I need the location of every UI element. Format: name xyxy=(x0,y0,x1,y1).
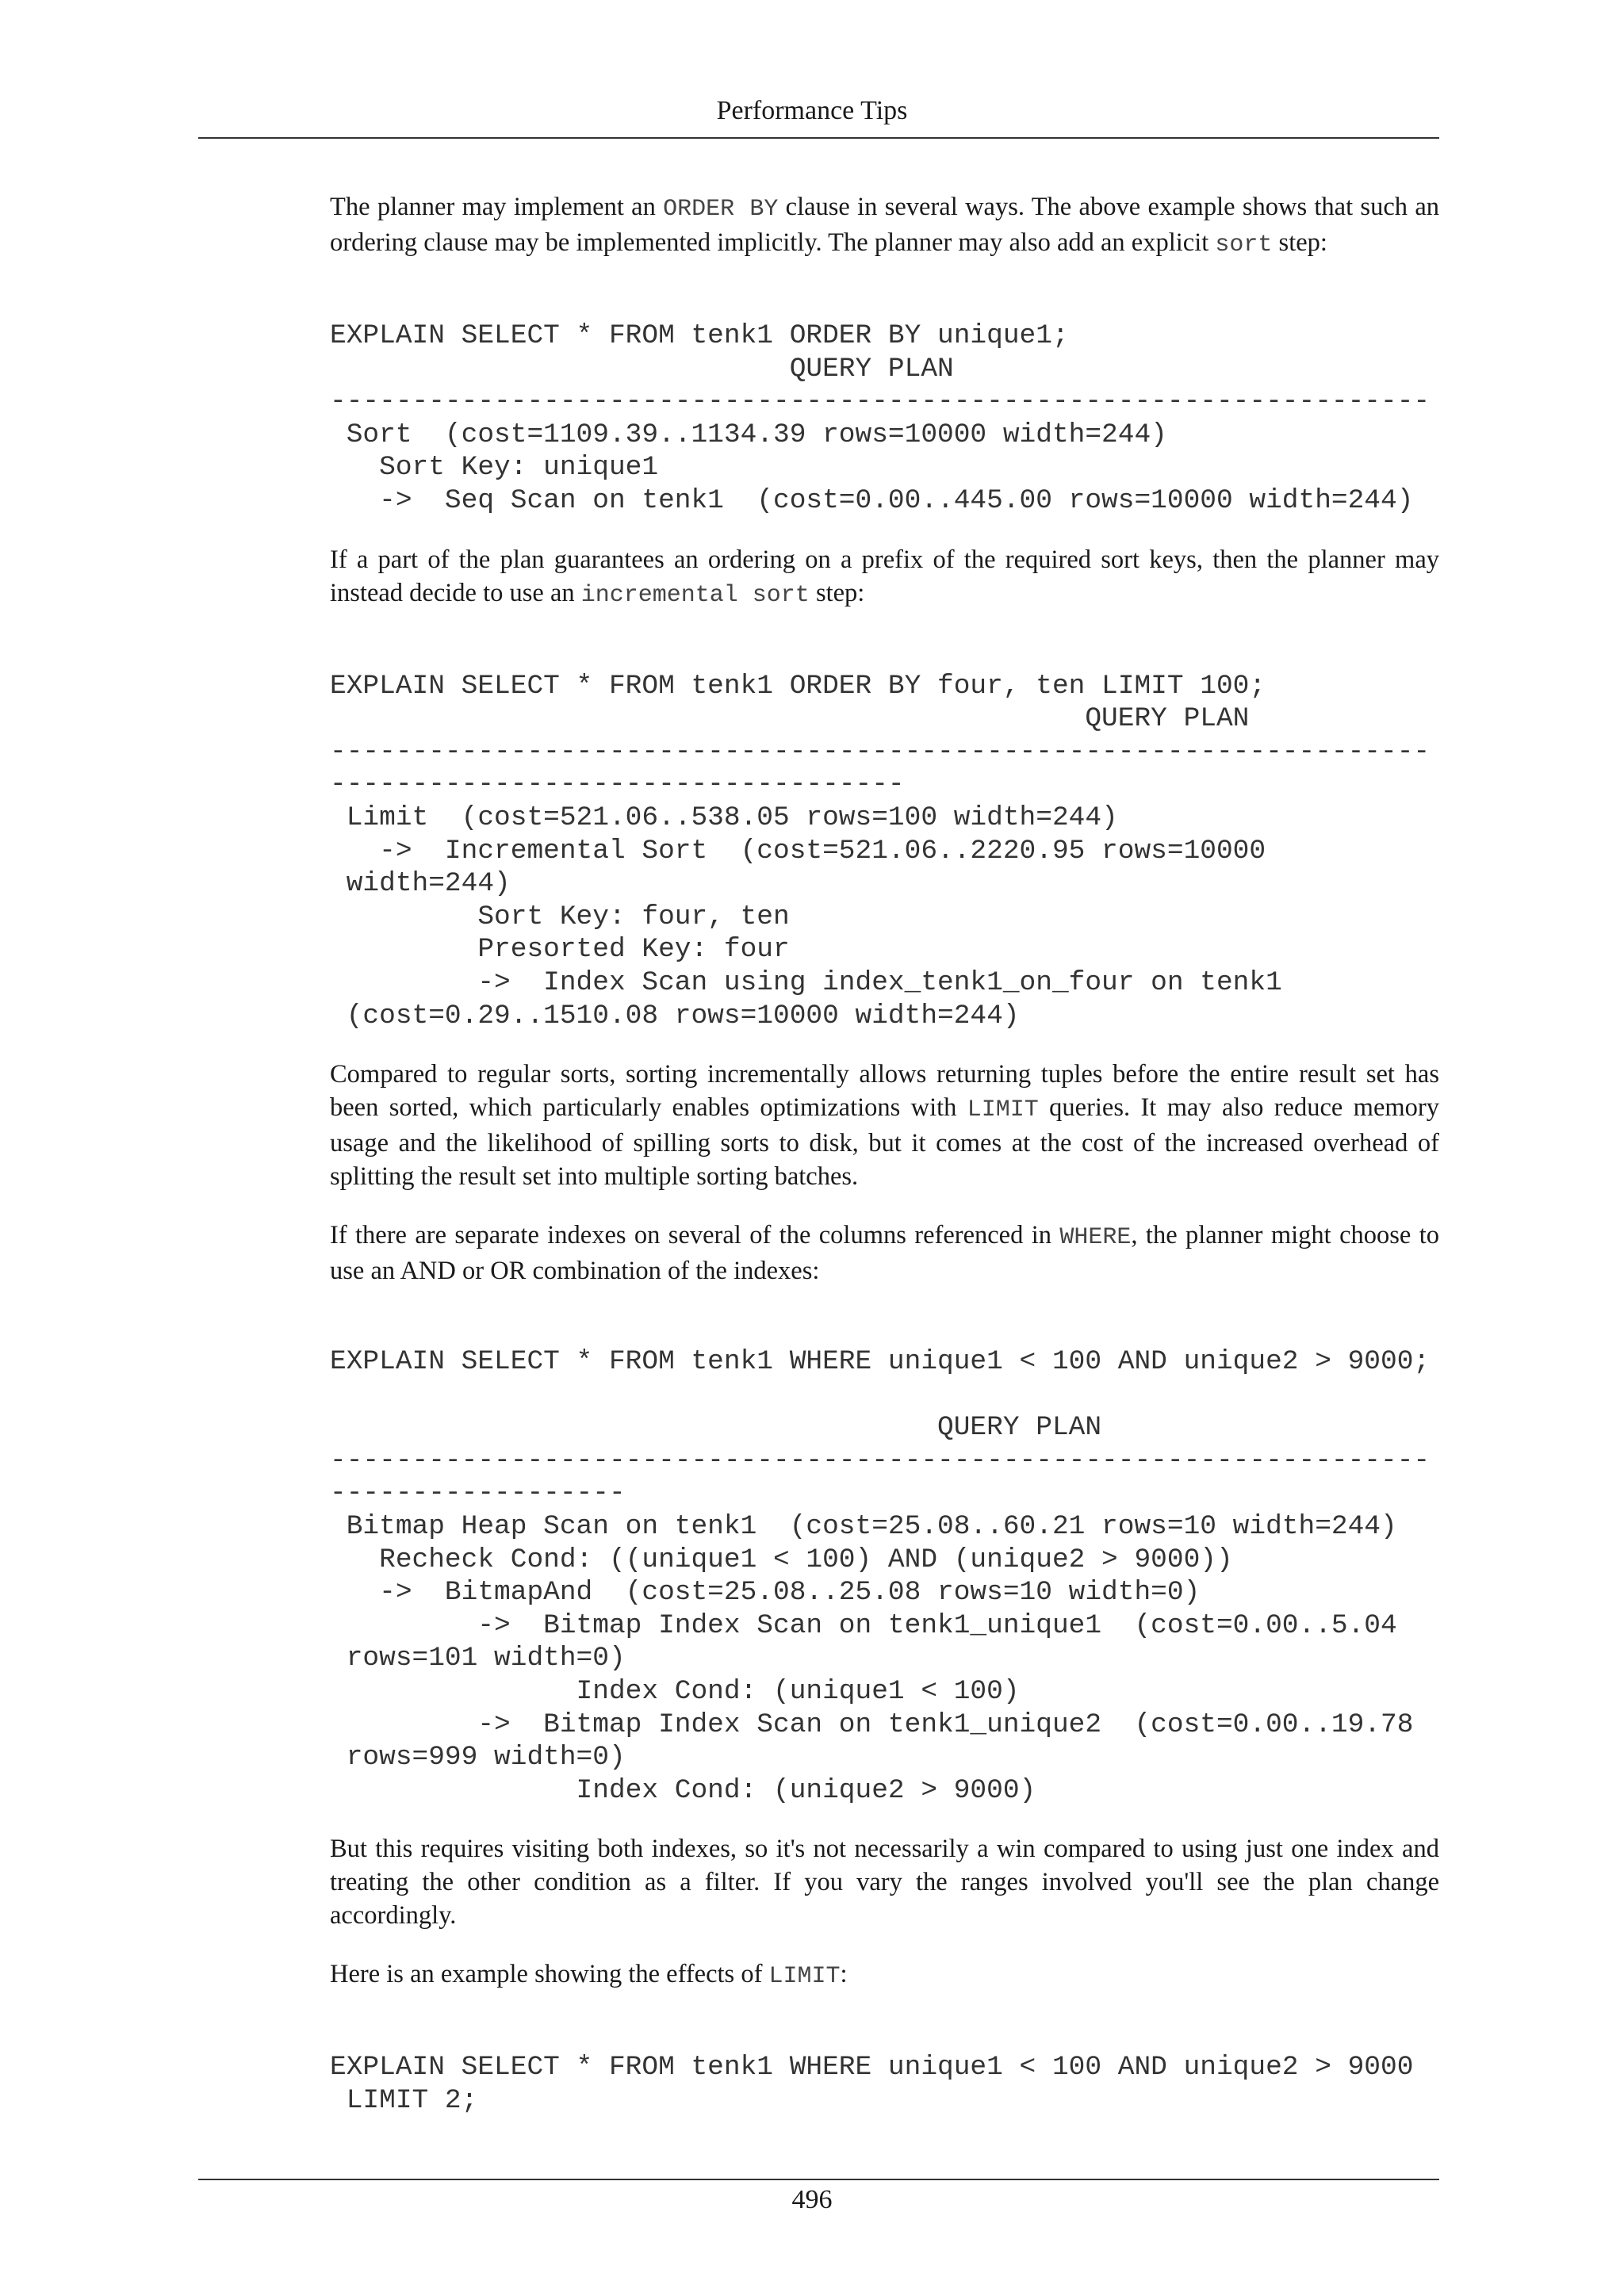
code-line: Index Cond: (unique1 < 100) xyxy=(330,1676,1020,1708)
code-line: -> Bitmap Index Scan on tenk1_unique1 (cost=0.00..5.04 xyxy=(330,1609,1397,1641)
code-line: -> Index Scan using index_tenk1_on_four on tenk1 xyxy=(330,966,1282,998)
code-block-sort xyxy=(330,320,1439,518)
code-line: ------------------------------------------------------------------- xyxy=(330,736,1431,767)
paragraph-separate-indexes: If there are separate indexes on several of the columns referenced in WHERE, the planner might choose to use an AND or OR combination of the indexes: xyxy=(330,1221,1439,1286)
code-line: Sort Key: unique1 xyxy=(330,452,659,484)
code-line: QUERY PLAN xyxy=(330,703,1250,735)
code-line: Bitmap Heap Scan on tenk1 (cost=25.08..60.21 rows=10 width=244) xyxy=(330,1511,1397,1543)
code-line: ------------------------------------------------------------------- xyxy=(330,386,1431,418)
code-line: EXPLAIN SELECT * FROM tenk1 ORDER BY unique1; xyxy=(330,320,1069,351)
code-line: ------------------------------------------------------------------- xyxy=(330,1445,1431,1476)
inline-code-limit: LIMIT xyxy=(967,1096,1039,1124)
code-block-limit xyxy=(330,2051,1439,2117)
code-block-incremental-sort xyxy=(330,670,1439,1033)
inline-code-limit-2: LIMIT xyxy=(768,1963,841,1991)
paragraph-incremental-sort: If a part of the plan guarantees an ordering on a prefix of the required sort keys, then the planner may instead decide to use an incremental sort step: xyxy=(330,545,1439,609)
paragraph-compared-sorts: Compared to regular sorts, sorting incrementally allows returning tuples before the entire result set has been sorted, which particularly enables optimizations with LIMIT queries. It may also reduce memory usage and the likelihood of spilling sorts to disk, but it comes at the cost of the increased overhead of splitting the result set into multiple sorting batches. xyxy=(330,1060,1439,1192)
footer-rule xyxy=(198,2179,1439,2180)
page-header-title: Performance Tips xyxy=(716,96,908,125)
paragraph-order-by: The planner may implement an ORDER BY clause in several ways. The above example shows that such an ordering clause may be implemented implicitly. The planner may also add an explicit sort step: xyxy=(330,193,1439,258)
code-line: -> Seq Scan on tenk1 (cost=0.00..445.00 rows=10000 width=244) xyxy=(330,484,1414,516)
code-line xyxy=(330,1379,1439,1412)
code-line: (cost=0.29..1510.08 rows=10000 width=244) xyxy=(330,1000,1020,1031)
code-line: Index Cond: (unique2 > 9000) xyxy=(330,1774,1036,1806)
code-line: QUERY PLAN xyxy=(330,1412,1102,1444)
code-line: Sort (cost=1109.39..1134.39 rows=10000 width=244) xyxy=(330,419,1167,450)
code-line: rows=101 width=0) xyxy=(330,1643,626,1674)
code-line: -> Bitmap Index Scan on tenk1_unique2 (cost=0.00..19.78 xyxy=(330,1709,1414,1740)
code-line: EXPLAIN SELECT * FROM tenk1 WHERE unique1 < 100 AND unique2 > 9000; xyxy=(330,1346,1431,1378)
code-line: Presorted Key: four xyxy=(330,934,790,966)
page-content xyxy=(330,190,1439,2143)
inline-code-where: WHERE xyxy=(1059,1224,1132,1252)
code-line: ----------------------------------- xyxy=(330,769,905,801)
paragraph-both-indexes: But this requires visiting both indexes, so it's not necessarily a win compared to using just one index and treating the other condition as a filter. If you vary the ranges involved you'll see the plan change accordingly. xyxy=(330,1835,1439,1931)
code-line: Sort Key: four, ten xyxy=(330,901,790,932)
inline-code-sort: sort xyxy=(1215,232,1273,258)
code-line: EXPLAIN SELECT * FROM tenk1 ORDER BY four, ten LIMIT 100; xyxy=(330,670,1266,702)
code-line: EXPLAIN SELECT * FROM tenk1 WHERE unique1 < 100 AND unique2 > 9000 xyxy=(330,2052,1414,2084)
inline-code-incremental-sort: incremental sort xyxy=(580,581,810,609)
code-line: QUERY PLAN xyxy=(330,353,954,385)
code-line: -> Incremental Sort (cost=521.06..2220.95 rows=10000 xyxy=(330,835,1266,867)
code-line: Recheck Cond: ((unique1 < 100) AND (unique2 > 9000)) xyxy=(330,1544,1233,1575)
code-line: rows=999 width=0) xyxy=(330,1742,626,1774)
header-rule xyxy=(198,137,1439,139)
code-line: ------------------ xyxy=(330,1478,626,1510)
code-line: -> BitmapAnd (cost=25.08..25.08 rows=10 width=0) xyxy=(330,1577,1201,1609)
inline-code-order-by: ORDER BY xyxy=(663,196,779,223)
code-line: Limit (cost=521.06..538.05 rows=100 width=244) xyxy=(330,802,1118,833)
code-line: width=244) xyxy=(330,868,511,900)
code-block-bitmap-and xyxy=(330,1345,1439,1807)
page-number: 496 xyxy=(791,2185,833,2214)
code-line: LIMIT 2; xyxy=(330,2085,478,2116)
paragraph-limit-example: Here is an example showing the effects of LIMIT: xyxy=(330,1960,848,1991)
